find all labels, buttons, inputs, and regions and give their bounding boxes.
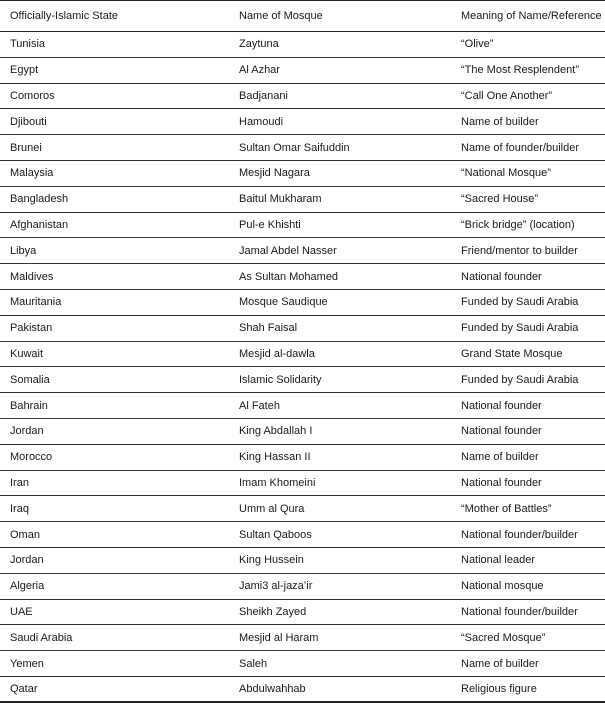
cell-mosque: Sultan Qaboos xyxy=(239,528,312,541)
table-row xyxy=(0,522,605,548)
cell-mosque: Sultan Omar Saifuddin xyxy=(239,141,350,154)
cell-state: Bangladesh xyxy=(10,193,69,206)
cell-meaning: National founder xyxy=(461,270,542,283)
table-row xyxy=(0,315,605,341)
cell-meaning: National founder xyxy=(461,476,542,489)
cell-mosque: King Abdallah I xyxy=(239,425,313,438)
cell-mosque: Shah Faisal xyxy=(239,322,298,335)
header-row xyxy=(0,1,605,32)
cell-mosque: Sheikh Zayed xyxy=(239,605,307,618)
table-row xyxy=(0,83,605,109)
cell-state: Somalia xyxy=(10,373,50,386)
cell-meaning: Funded by Saudi Arabia xyxy=(461,373,579,386)
cell-state: Bahrain xyxy=(10,399,48,412)
cell-mosque: Abdulwahhab xyxy=(239,683,306,696)
table-row xyxy=(0,676,605,702)
cell-state: Jordan xyxy=(10,425,44,438)
table-row xyxy=(0,264,605,290)
cell-mosque: Imam Khomeini xyxy=(239,476,316,489)
table-row xyxy=(0,418,605,444)
table-row xyxy=(0,496,605,522)
table-row xyxy=(0,57,605,83)
cell-state: Egypt xyxy=(10,64,39,77)
cell-state: Maldives xyxy=(10,270,54,283)
cell-meaning: Grand State Mosque xyxy=(461,347,563,360)
table-row xyxy=(0,109,605,135)
cell-state: Oman xyxy=(10,528,40,541)
cell-meaning: National founder xyxy=(461,425,542,438)
table-row xyxy=(0,625,605,651)
cell-state: Mauritania xyxy=(10,296,62,309)
cell-mosque: Mosque Saudique xyxy=(239,296,328,309)
cell-state: Kuwait xyxy=(10,347,44,360)
cell-meaning: “Mother of Battles” xyxy=(461,502,552,515)
cell-state: Iraq xyxy=(10,502,29,515)
cell-state: Afghanistan xyxy=(10,218,69,231)
table-row xyxy=(0,160,605,186)
cell-meaning: National founder/builder xyxy=(461,528,578,541)
cell-state: UAE xyxy=(10,605,33,618)
cell-state: Tunisia xyxy=(10,38,46,51)
table-row xyxy=(0,651,605,677)
cell-mosque: Al Azhar xyxy=(239,64,280,77)
cell-state: Qatar xyxy=(10,683,38,696)
cell-state: Jordan xyxy=(10,554,44,567)
cell-mosque: Jami3 al-jaza’ir xyxy=(239,580,313,593)
cell-state: Morocco xyxy=(10,451,53,464)
cell-mosque: Baitul Mukharam xyxy=(239,193,322,206)
cell-mosque: Pul-e Khishti xyxy=(239,218,301,231)
cell-meaning: “Brick bridge” (location) xyxy=(461,218,575,231)
cell-meaning: Religious figure xyxy=(461,683,537,696)
cell-state: Djibouti xyxy=(10,115,47,128)
cell-meaning: Name of builder xyxy=(461,115,539,128)
table-row xyxy=(0,547,605,573)
cell-mosque: Hamoudi xyxy=(239,115,284,128)
cell-meaning: National founder xyxy=(461,399,542,412)
cell-mosque: King Hassan II xyxy=(239,451,311,464)
cell-mosque: Mesjid al-dawla xyxy=(239,347,315,360)
cell-state: Malaysia xyxy=(10,167,54,180)
table-row xyxy=(0,289,605,315)
cell-state: Libya xyxy=(10,244,37,257)
cell-meaning: “The Most Resplendent” xyxy=(461,64,579,77)
cell-meaning: National leader xyxy=(461,554,535,567)
cell-meaning: National mosque xyxy=(461,580,544,593)
cell-meaning: “Sacred House” xyxy=(461,193,539,206)
cell-mosque: Mesjid al Haram xyxy=(239,631,319,644)
cell-state: Brunei xyxy=(10,141,42,154)
table-row xyxy=(0,32,605,58)
cell-meaning: Friend/mentor to builder xyxy=(461,244,578,257)
cell-state: Saudi Arabia xyxy=(10,631,73,644)
table-row xyxy=(0,135,605,161)
table-row xyxy=(0,470,605,496)
cell-meaning: “National Mosque” xyxy=(461,167,551,180)
cell-state: Yemen xyxy=(10,657,44,670)
table-row xyxy=(0,367,605,393)
cell-meaning: Funded by Saudi Arabia xyxy=(461,322,579,335)
table-row xyxy=(0,599,605,625)
table-row xyxy=(0,341,605,367)
cell-state: Comoros xyxy=(10,89,55,102)
cell-mosque: Zaytuna xyxy=(239,38,279,51)
header-mosque: Name of Mosque xyxy=(229,1,451,32)
cell-mosque: Umm al Qura xyxy=(239,502,305,515)
cell-mosque: Islamic Solidarity xyxy=(239,373,322,386)
cell-mosque: As Sultan Mohamed xyxy=(239,270,339,283)
cell-meaning: Name of builder xyxy=(461,657,539,670)
header-meaning: Meaning of Name/Reference xyxy=(451,1,605,32)
cell-mosque: Al Fateh xyxy=(239,399,280,412)
cell-mosque: Badjanani xyxy=(239,89,288,102)
cell-mosque: Saleh xyxy=(239,657,268,670)
cell-meaning: Name of builder xyxy=(461,451,539,464)
cell-meaning: “Call One Another” xyxy=(461,89,553,102)
cell-state: Pakistan xyxy=(10,322,53,335)
table-row xyxy=(0,212,605,238)
cell-meaning: National founder/builder xyxy=(461,605,578,618)
header-state: Officially-Islamic State xyxy=(0,1,229,32)
cell-mosque: Mesjid Nagara xyxy=(239,167,310,180)
cell-mosque: Jamal Abdel Nasser xyxy=(239,244,337,257)
table-row xyxy=(0,573,605,599)
cell-meaning: “Olive” xyxy=(461,38,494,51)
table-row xyxy=(0,393,605,419)
table-row xyxy=(0,444,605,470)
cell-meaning: “Sacred Mosque” xyxy=(461,631,546,644)
cell-state: Algeria xyxy=(10,580,45,593)
cell-meaning: Name of founder/builder xyxy=(461,141,580,154)
cell-meaning: Funded by Saudi Arabia xyxy=(461,296,579,309)
table-row xyxy=(0,238,605,264)
cell-mosque: King Hussein xyxy=(239,554,304,567)
table-row xyxy=(0,186,605,212)
cell-state: Iran xyxy=(10,476,29,489)
